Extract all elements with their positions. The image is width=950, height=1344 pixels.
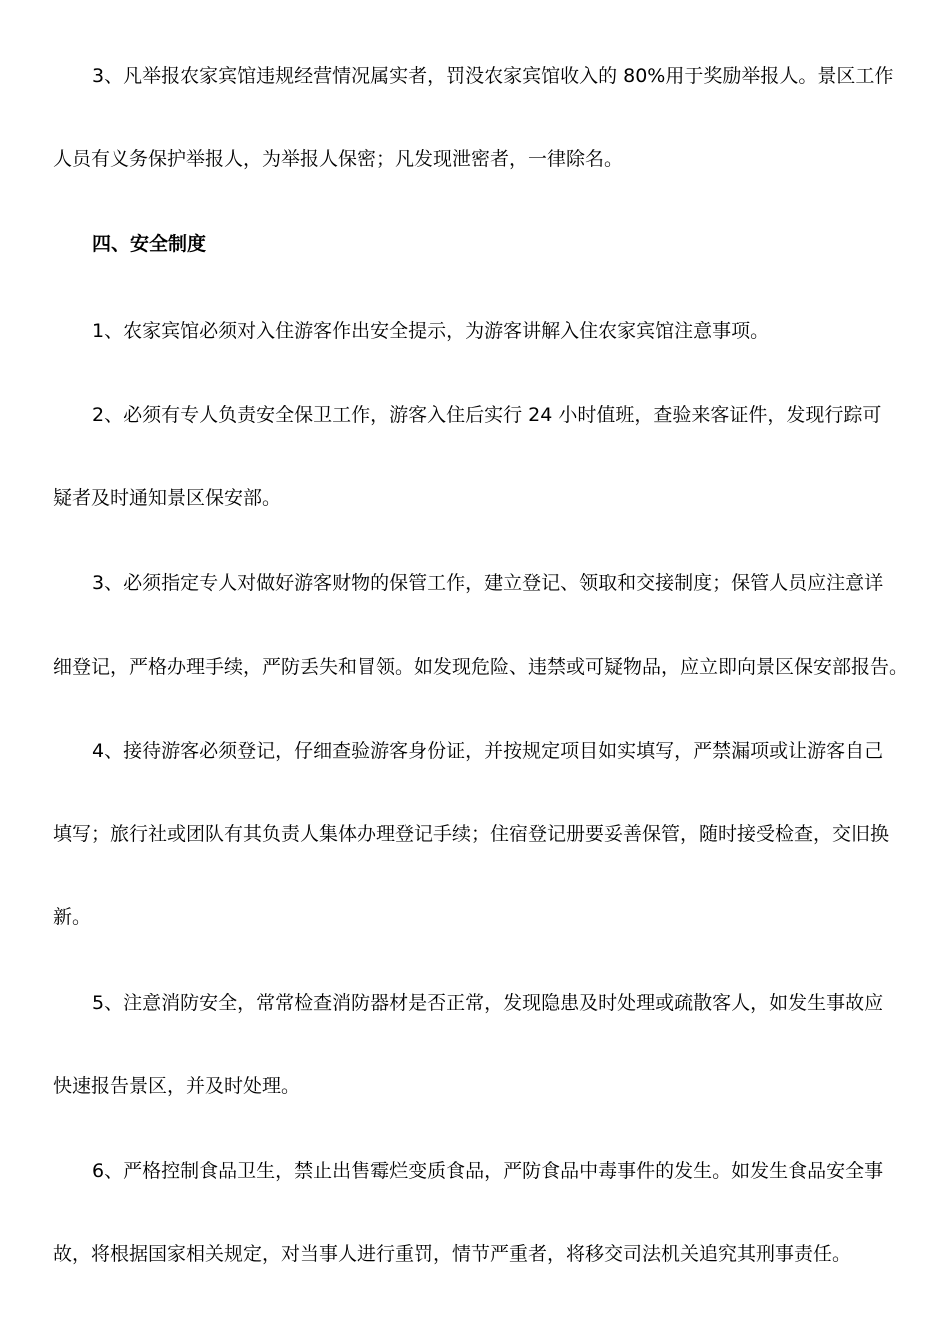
safety-item-3-line1: 3、必须指定专人对做好游客财物的保管工作，建立登记、领取和交接制度；保管人员应注意详 <box>92 572 884 594</box>
safety-item-5-line1: 5、注意消防安全，常常检查消防器材是否正常，发现隐患及时处理或疏散客人，如发生事故应 <box>92 992 884 1014</box>
safety-item-6-line1: 6、严格控制食品卫生，禁止出售霉烂变质食品，严防食品中毒事件的发生。如发生食品安全事 <box>92 1160 884 1182</box>
safety-item-4-line3: 新。 <box>53 906 92 928</box>
safety-item-5-line2: 快速报告景区，并及时处理。 <box>53 1075 301 1097</box>
paragraph-reward-line1: 3、凡举报农家宾馆违规经营情况属实者，罚没农家宾馆收入的 80%用于奖励举报人。景区工作 <box>92 65 894 87</box>
safety-item-6-line2: 故，将根据国家相关规定，对当事人进行重罚，情节严重者，将移交司法机关追究其刑事责任。 <box>53 1243 852 1265</box>
safety-item-2-line2: 疑者及时通知景区保安部。 <box>53 487 282 509</box>
paragraph-reward-line2: 人员有义务保护举报人，为举报人保密；凡发现泄密者，一律除名。 <box>53 148 624 170</box>
section-heading: 四、安全制度 <box>92 233 207 255</box>
safety-item-4-line2: 填写；旅行社或团队有其负责人集体办理登记手续；住宿登记册要妥善保管，随时接受检查，交旧换 <box>53 823 890 845</box>
safety-item-2-line1: 2、必须有专人负责安全保卫工作，游客入住后实行 24 小时值班，查验来客证件，发现行踪可 <box>92 404 882 426</box>
safety-item-3-line2: 细登记，严格办理手续，严防丢失和冒领。如发现危险、违禁或可疑物品，应立即向景区保安部报告。 <box>53 656 909 678</box>
safety-item-4-line1: 4、接待游客必须登记，仔细查验游客身份证，并按规定项目如实填写，严禁漏项或让游客自己 <box>92 740 884 762</box>
safety-item-1-line1: 1、农家宾馆必须对入住游客作出安全提示，为游客讲解入住农家宾馆注意事项。 <box>92 320 770 342</box>
